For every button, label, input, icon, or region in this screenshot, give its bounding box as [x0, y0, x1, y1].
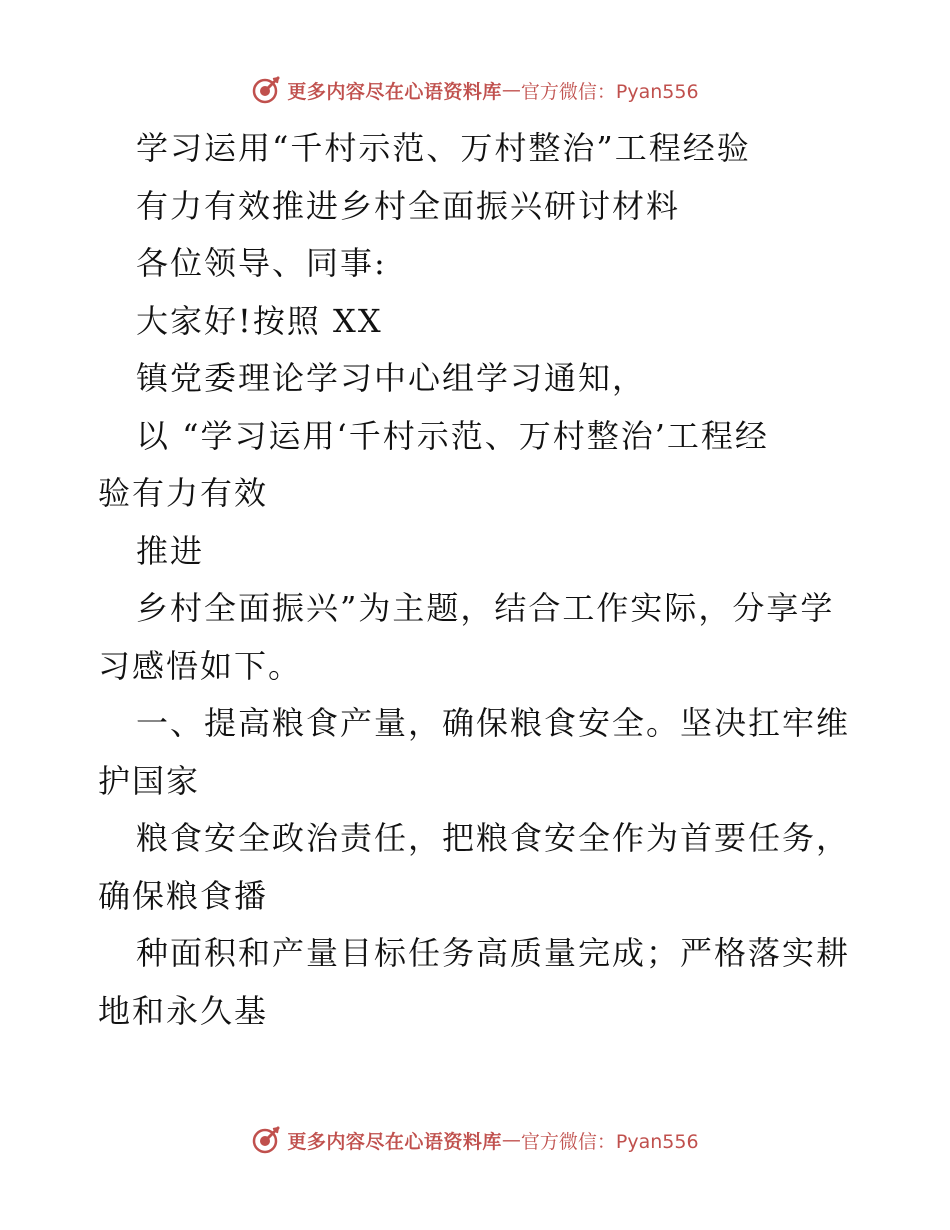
text-line: 以 “学习运用‘千村示范、万村整治’工程经: [136, 416, 769, 455]
text-line: 推进: [136, 531, 205, 570]
footer-banner: [0, 1120, 950, 1160]
text-line: 验有力有效: [98, 474, 269, 512]
brand-text: 更多内容尽在心语资料库: [287, 1130, 502, 1153]
document-body: [98, 120, 858, 1040]
text-line: 大家好!按照 XX: [136, 301, 383, 340]
text-line: 各位领导、同事:: [136, 244, 387, 282]
wechat-text: 官方微信：Pyan556: [520, 1130, 699, 1153]
text-line: 一、提高粮食产量，确保粮食安全。坚决扛牢维: [136, 704, 851, 742]
banner-separator: —: [501, 1129, 521, 1151]
wechat-text: 官方微信：Pyan556: [520, 80, 699, 103]
brand-logo-icon: [251, 1125, 281, 1155]
text-line: 习感悟如下。: [98, 646, 303, 685]
text-line: 地和永久基: [98, 991, 269, 1030]
text-line: 确保粮食播: [98, 876, 269, 915]
text-line: 学习运用“千村示范、万村整治”工程经验: [136, 129, 751, 167]
text-line: 镇党委理论学习中心组学习通知，: [136, 359, 647, 397]
text-line: 粮食安全政治责任，把粮食安全作为首要任务，: [136, 819, 851, 857]
brand-text: 更多内容尽在心语资料库: [287, 80, 502, 103]
banner-separator: —: [501, 79, 521, 101]
text-line: 种面积和产量目标任务高质量完成；严格落实耕: [136, 934, 851, 972]
brand-logo-icon: [251, 75, 281, 105]
header-banner: [0, 70, 950, 110]
text-line: 乡村全面振兴”为主题，结合工作实际，分享学: [136, 589, 835, 627]
text-line: 护国家: [98, 761, 201, 800]
text-line: 有力有效推进乡村全面振兴研讨材料: [136, 186, 681, 225]
